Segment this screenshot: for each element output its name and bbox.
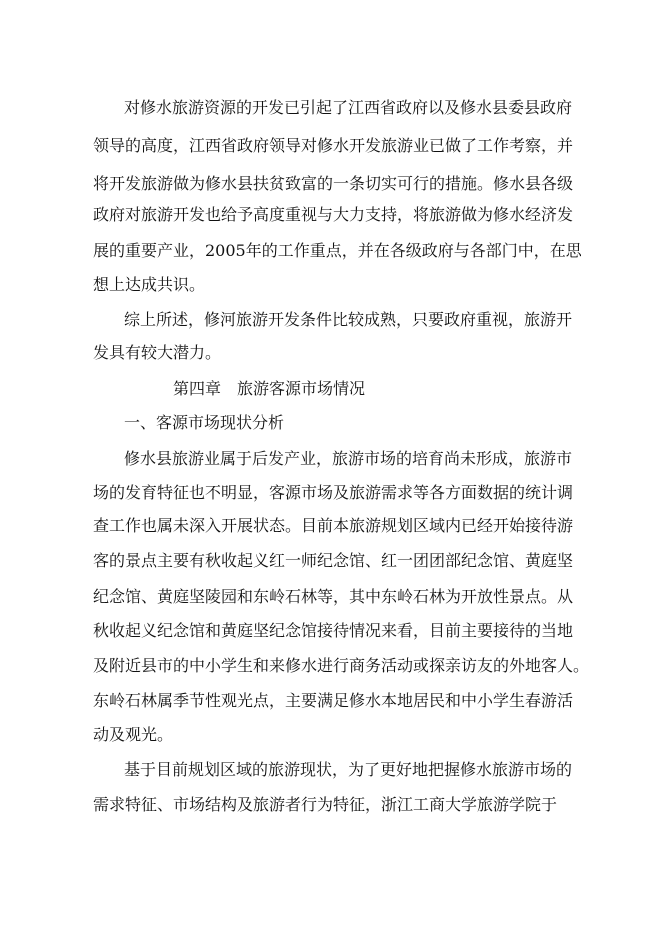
text-line: 政府对旅游开发也给予高度重视与大力支持，将旅游做为修水经济发 <box>93 205 574 224</box>
text-line: 综上所述，修河旅游开发条件比较成熟，只要政府重视，旅游开 <box>124 310 573 329</box>
text-line: 展的重要产业，2005年的工作重点，并在各级政府与各部门中，在思 <box>93 241 582 260</box>
text-line: 对修水旅游资源的开发已引起了江西省政府以及修水县委县政府 <box>124 98 573 117</box>
text-line: 纪念馆、黄庭坚陵园和东岭石林等，其中东岭石林为开放性景点。从 <box>93 587 574 606</box>
text-line: 及附近县市的中小学生和来修水进行商务活动或探亲访友的外地客人。 <box>93 656 590 675</box>
text-line: 想上达成共识。 <box>93 275 206 294</box>
text-line: 秋收起义纪念馆和黄庭坚纪念馆接待情况来看，目前主要接待的当地 <box>93 621 574 640</box>
text-line: 领导的高度，江西省政府领导对修水开发旅游业已做了工作考察，并 <box>93 136 574 155</box>
text-line: 动及观光。 <box>93 725 174 744</box>
text-line: 将开发旅游做为修水县扶贫致富的一条切实可行的措施。修水县各级 <box>93 174 574 193</box>
text-line: 场的发育特征也不明显，客源市场及旅游需求等各方面数据的统计调 <box>93 483 574 502</box>
text-line: 查工作也属未深入开展状态。目前本旅游规划区域内已经开始接待游 <box>93 516 574 535</box>
chapter-heading: 第四章 旅游客源市场情况 <box>173 379 366 398</box>
text-line: 需求特征、市场结构及旅游者行为特征，浙江工商大学旅游学院于 <box>93 795 558 814</box>
section-heading: 一、客源市场现状分析 <box>124 413 285 432</box>
text-line: 发具有较大潜力。 <box>93 343 222 362</box>
text-line: 修水县旅游业属于后发产业，旅游市场的培育尚未形成，旅游市 <box>124 449 573 468</box>
text-line: 基于目前规划区域的旅游现状，为了更好地把握修水旅游市场的 <box>124 760 573 779</box>
text-line: 东岭石林属季节性观光点，主要满足修水本地居民和中小学生春游活 <box>93 691 574 710</box>
text-line: 客的景点主要有秋收起义红一师纪念馆、红一团团部纪念馆、黄庭坚 <box>93 551 574 570</box>
